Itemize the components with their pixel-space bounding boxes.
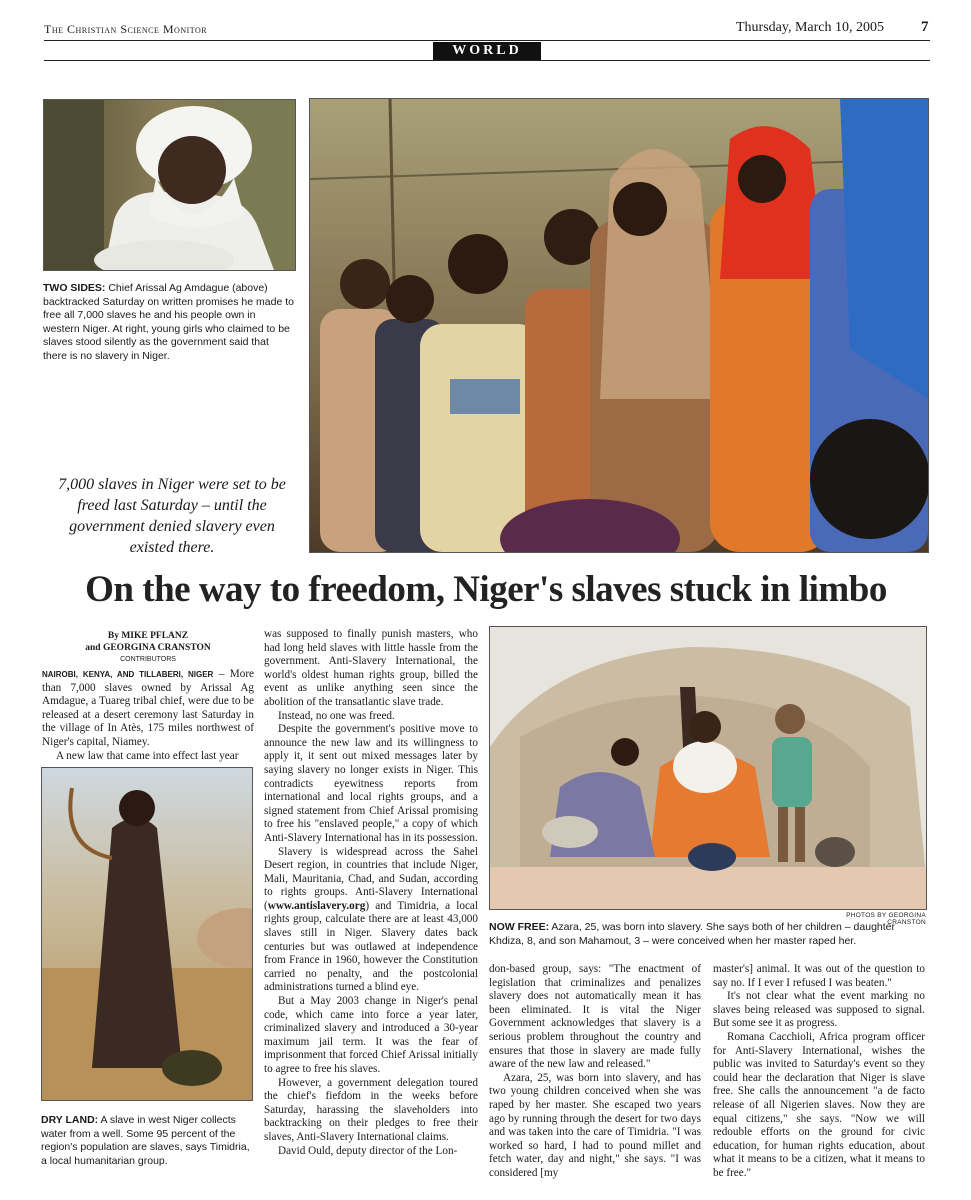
dry-land-photo xyxy=(41,767,253,1101)
page-number: 7 xyxy=(921,19,929,35)
girls-photo xyxy=(309,98,929,553)
header-rule-top xyxy=(44,40,930,41)
deck-text: 7,000 slaves in Niger were set to be freed last Saturday – until the government denied slavery even existed there. xyxy=(58,476,286,556)
col3-paragraph-2: Azara, 25, was born into slavery, and has two young children conceived when she was raped by her master. She escaped two years ago by running through the desert for two days and was taken into the care of Timidria. "I was worked so hard, I had to pound millet and fetch water, day and night," she says. "I was considered [my xyxy=(489,1071,701,1179)
dry-land-caption xyxy=(41,1114,253,1168)
article-column-2 xyxy=(264,628,478,1158)
col4-paragraph-3: Romana Cacchioli, Africa program officer for Anti-Slavery International, wishes the public was invited to Saturday's event so they could hear the declaration that Niger is slave free. She calls the announcement "a de facto release of all Nigerien slaves. Now they are equal citizens," she says. "Now we will redouble efforts on the ground for civic education, for human rights education, about what it means to be a citizen, what it means to be free." xyxy=(713,1030,925,1179)
article-column-1 xyxy=(42,668,254,763)
dateline: NAIROBI, KENYA, AND TILLABERI, NIGER xyxy=(42,670,214,679)
byline-role: CONTRIBUTORS xyxy=(120,656,176,663)
headline: On the way to freedom, Niger's slaves stuck in limbo xyxy=(85,569,887,610)
col2-paragraph-4a: Slavery is widespread across the Sahel Desert region, in countries that include Niger, Mali, Mauritania, Chad, and Sudan, according to rights groups. Anti-Slavery International ( xyxy=(264,845,478,912)
chief-portrait-image xyxy=(44,100,295,270)
article-column-4 xyxy=(713,963,925,1181)
byline-author-1: By MIKE PFLANZ xyxy=(107,631,189,641)
section-label: WORLD xyxy=(433,42,541,60)
col2-paragraph-1: was supposed to finally punish masters, who had long held slaves with little hassle from the government. Anti-Slavery International, the world's oldest human rights group, billed the event as unlike anything seen since the abolition of the transatlantic slave trade. xyxy=(264,628,478,708)
now-free-photo xyxy=(489,626,927,910)
col1-paragraph-1: – More than 7,000 slaves owned by Arissal Ag Amdague, a Tuareg tribal chief, were due to be released at a desert ceremony last Saturday in the village of In Atès, 175 miles northwest of Niger's capital, Niamey. xyxy=(42,668,255,748)
caption-text: Azara, 25, was born into slavery. She says both of her children – daughter Khdiza, 8, and son Mahamout, 3 – were conceived when her master raped her. xyxy=(489,921,895,947)
col2-paragraph-6: However, a government delegation toured the chief's fiefdom in the weeks before Saturday, harassing the slaveholders into backtracking on their pledges to free their slaves, Anti-Slavery International claims. xyxy=(264,1076,478,1143)
col2-paragraph-5: But a May 2003 change in Niger's penal code, which came into force a year later, criminalized slavery and introduced a 30-year maximum jail term. It was the fear of imprisonment that forced Chief Arissal initially to agree to free his slaves. xyxy=(264,995,478,1075)
publication-name: The Christian Science Monitor xyxy=(44,22,208,36)
caption-label: TWO SIDES: xyxy=(43,282,106,294)
caption-text: Chief Arissal Ag Amdague (above) backtracked Saturday on written promises he made to free all 7,000 slaves he and his people own in western Niger. At right, young girls who claimed to be slaves stood silently as the government said that there is no slavery in Niger. xyxy=(43,282,294,362)
col2-paragraph-4 xyxy=(264,846,478,996)
col1-paragraph-2: A new law that came into effect last year xyxy=(56,749,239,762)
col2-paragraph-7: David Ould, deputy director of the Lon- xyxy=(278,1144,458,1157)
header-rule-bottom xyxy=(44,60,930,61)
anti-slavery-url: www.antislavery.org xyxy=(267,899,366,912)
article-column-3 xyxy=(489,963,701,1181)
now-free-caption xyxy=(489,921,929,948)
chief-photo xyxy=(43,99,296,271)
family-hut-image xyxy=(490,627,926,909)
col2-paragraph-4b: ) and Timidria, a local rights group, calculate there are at least 43,000 slaves still in Niger. Slavery dates back centuries but was outlawed at independence from France in 1960, however the Constitution carried no penalty, and the postcolonial administrations turned a blind eye. xyxy=(264,899,478,994)
well-water-image xyxy=(42,768,252,1100)
caption-label: DRY LAND: xyxy=(41,1114,99,1126)
col4-paragraph-1: master's] animal. It was out of the question to say no. If I ever I refused I was beaten." xyxy=(713,963,925,989)
col4-paragraph-2: It's not clear what the event marking no slaves being released was supposed to signal. But some see it as progress. xyxy=(713,990,925,1030)
caption-label: NOW FREE: xyxy=(489,921,550,933)
col2-paragraph-2: Instead, no one was freed. xyxy=(278,709,395,722)
caption-text: A slave in west Niger collects water from a well. Some 95 percent of the region's population are slaves, says Timidria, a local humanitarian group. xyxy=(41,1114,250,1167)
byline xyxy=(42,630,254,666)
col2-paragraph-3: Despite the government's positive move to announce the new law and its willingness to apply it, it sent out mixed messages later by saying slavery no longer exists in Niger. This contradicts eyewitness reports from international and local rights groups, and a signed statement from Chief Arissal promising to free his "enslaved people," a copy of which Anti-Slavery International has in its possession. xyxy=(264,723,478,844)
col3-paragraph-1: don-based group, says: "The enactment of legislation that criminalizes and penalizes slavery does not automatically mean it has been eliminated. It is vital the Niger Government acknowledges that slavery is a serious problem throughout the country and ensures that those in slavery are made fully aware of the new law and released." xyxy=(489,963,701,1071)
byline-author-2: and GEORGINA CRANSTON xyxy=(85,643,211,653)
issue-date: Thursday, March 10, 2005 xyxy=(736,20,885,35)
two-sides-caption xyxy=(43,282,295,363)
girls-group-image xyxy=(310,99,928,552)
photo-credit: PHOTOS BY GEORGINA CRANSTON xyxy=(846,912,926,926)
